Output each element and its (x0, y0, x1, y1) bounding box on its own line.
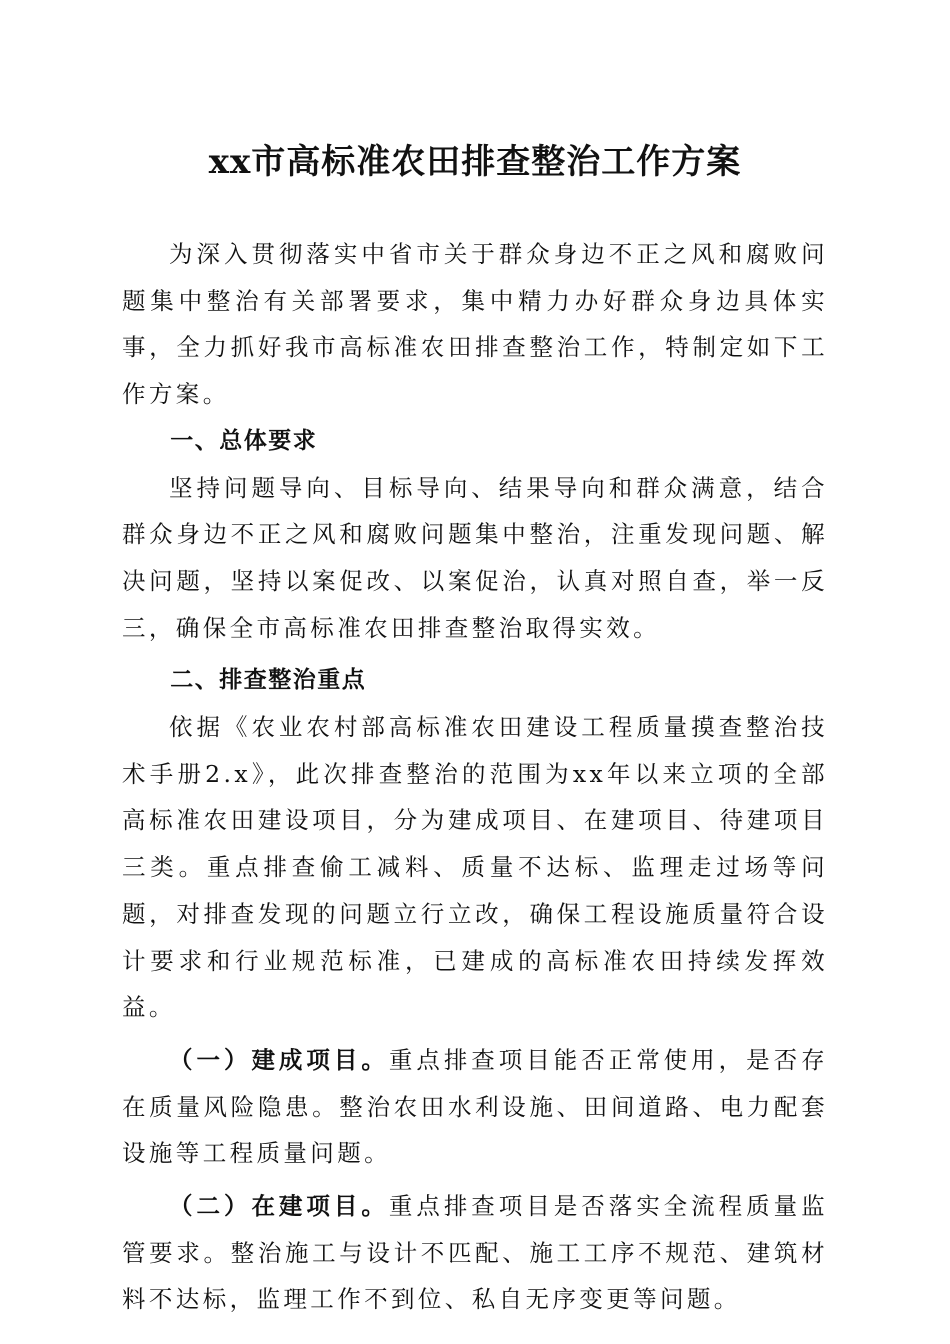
item-completed-projects-label: （一）建成项目。 (169, 1045, 389, 1074)
item-completed-projects-text: 重点排查项目能否正常使用，是否存在质量风险隐患。整治农田水利设施、田间道路、电力配套设施等工程质量问题。 (122, 1045, 828, 1168)
item-ongoing-projects (122, 1183, 828, 1323)
item-completed-projects (122, 1037, 828, 1177)
document-body (122, 231, 828, 1323)
section-heading-general-requirements: 一、总体要求 (170, 427, 318, 454)
document-title: xx市高标准农田排查整治工作方案 (208, 142, 742, 182)
key-points-paragraph: 依据《农业农村部高标准农田建设工程质量摸查整治技术手册2.x》，此次排查整治的范围为xx年以来立项的全部高标准农田建设项目，分为建成项目、在建项目、待建项目三类。重点排查偷工减料、质量不达标、监理走过场等问题，对排查发现的问题立行立改，确保工程设施质量符合设计要求和行业规范标准，已建成的高标准农田持续发挥效益。 (122, 713, 828, 1022)
item-ongoing-projects-text: 重点排查项目是否落实全流程质量监管要求。整治施工与设计不匹配、施工工序不规范、建筑材料不达标，监理工作不到位、私自无序变更等问题。 (122, 1192, 828, 1314)
general-requirements-paragraph: 坚持问题导向、目标导向、结果导向和群众满意，结合群众身边不正之风和腐败问题集中整治，注重发现问题、解决问题，坚持以案促改、以案促治，认真对照自查，举一反三，确保全市高标准农田排查整治取得实效。 (122, 473, 828, 642)
section-heading-key-points: 二、排查整治重点 (170, 667, 367, 694)
intro-paragraph: 为深入贯彻落实中省市关于群众身边不正之风和腐败问题集中整治有关部署要求，集中精力办好群众身边具体实事，全力抓好我市高标准农田排查整治工作，特制定如下工作方案。 (122, 240, 828, 409)
item-ongoing-projects-label: （二）在建项目。 (169, 1192, 389, 1221)
